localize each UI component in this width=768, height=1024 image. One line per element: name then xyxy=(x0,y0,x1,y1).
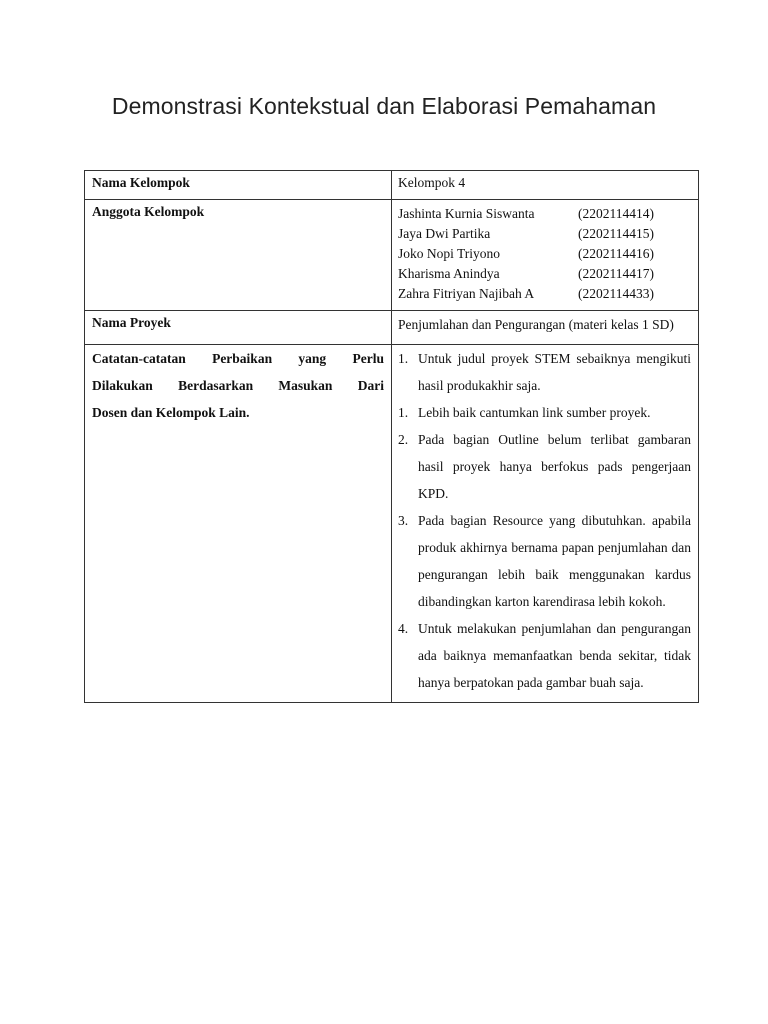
member-row xyxy=(398,224,691,244)
member-id: (2202114415) xyxy=(578,226,654,241)
notes-list xyxy=(398,345,691,696)
table-row-notes xyxy=(85,345,699,703)
list-item-number: 1. xyxy=(398,405,409,420)
group-name-value: Kelompok 4 xyxy=(392,171,699,200)
member-name: Joko Nopi Triyono xyxy=(398,246,501,261)
member-name: Kharisma Anindya xyxy=(398,266,500,281)
list-item-text: Untuk judul proyek STEM sebaiknya mengikuti hasil produkakhir saja. xyxy=(418,351,691,393)
member-id: (2202114416) xyxy=(578,246,654,261)
member-name: Zahra Fitriyan Najibah A xyxy=(398,286,535,301)
member-id: (2202114414) xyxy=(578,206,654,221)
list-item-number: 2. xyxy=(398,432,409,447)
member-id: (2202114433) xyxy=(578,286,654,301)
list-item xyxy=(398,507,691,615)
members-list xyxy=(392,200,699,311)
members-label: Anggota Kelompok xyxy=(85,200,392,311)
list-item-number: 1. xyxy=(398,351,409,366)
list-item xyxy=(398,345,691,399)
list-item-text: Lebih baik cantumkan link sumber proyek. xyxy=(418,405,651,420)
member-name: Jaya Dwi Partika xyxy=(398,226,491,241)
document-title: Demonstrasi Kontekstual dan Elaborasi Pemahaman xyxy=(111,93,657,119)
project-value: Penjumlahan dan Pengurangan (materi kelas 1 SD) xyxy=(398,317,674,332)
list-item xyxy=(398,426,691,507)
table-row-group-name xyxy=(85,171,699,200)
list-item xyxy=(398,615,691,696)
group-info-table xyxy=(84,170,699,703)
table-row-project xyxy=(85,311,699,345)
member-row xyxy=(398,284,691,304)
notes-label-line: Catatan-catatan Perbaikan yang Perlu xyxy=(92,351,384,366)
list-item-number: 3. xyxy=(398,513,409,528)
notes-label-cell xyxy=(85,345,392,703)
list-item-text: Untuk melakukan penjumlahan dan pengurangan ada baiknya memanfaatkan benda sekitar, tidak hanya berpatokan pada gambar buah saja. xyxy=(418,621,691,690)
project-label: Nama Proyek xyxy=(85,311,392,345)
member-row xyxy=(398,244,691,264)
notes-label xyxy=(92,345,384,426)
project-value-cell xyxy=(392,311,699,345)
member-id: (2202114417) xyxy=(578,266,654,281)
group-name-label: Nama Kelompok xyxy=(85,171,392,200)
list-item-number: 4. xyxy=(398,621,409,636)
list-item xyxy=(398,399,691,426)
notes-label-line: Dilakukan Berdasarkan Masukan Dari xyxy=(92,378,384,393)
member-row xyxy=(398,264,691,284)
member-row xyxy=(398,204,691,224)
notes-label-line: Dosen dan Kelompok Lain. xyxy=(92,405,250,420)
member-name: Jashinta Kurnia Siswanta xyxy=(398,206,535,221)
table-row-members xyxy=(85,200,699,311)
list-item-text: Pada bagian Outline belum terlibat gambaran hasil proyek hanya berfokus pads pengerjaan KPD. xyxy=(418,432,691,501)
notes-list-cell xyxy=(392,345,699,703)
list-item-text: Pada bagian Resource yang dibutuhkan. apabila produk akhirnya bernama papan penjumlahan dan pengurangan lebih baik menggunakan kardus dibandingkan karton karendirasa lebih kokoh. xyxy=(418,513,691,609)
